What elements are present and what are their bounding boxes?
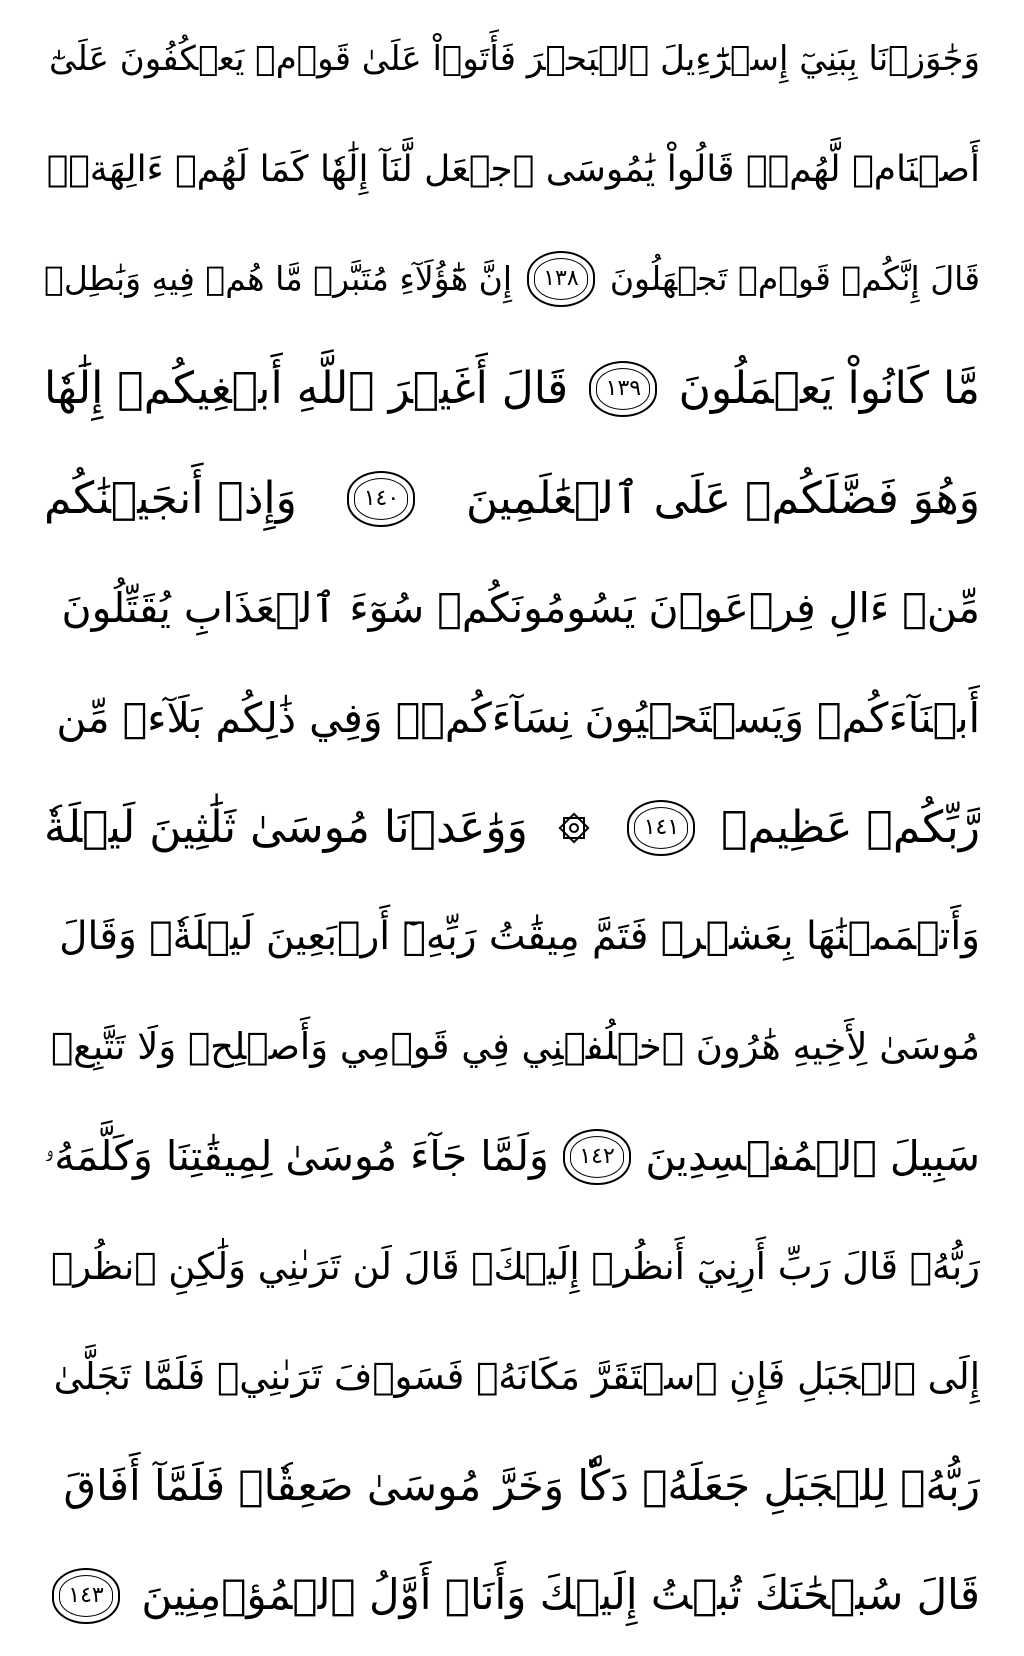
verse-lines	[44, 14, 980, 1642]
verse-text: وَإِذۡ أَنجَيۡنَٰكُم	[44, 473, 297, 525]
text-line	[44, 1111, 980, 1203]
text-line	[44, 672, 980, 764]
text-line	[44, 1001, 980, 1093]
text-line	[44, 343, 980, 435]
ayah-number-marker: ١٤٣	[52, 1568, 120, 1624]
verse-text: أَبۡنَآءَكُمۡ وَيَسۡتَحۡيُونَ نِسَآءَكُمۡۚ وَفِي ذَٰلِكُم بَلَآءٞ مِّن	[56, 693, 980, 742]
verse-text: وَلَمَّا جَآءَ مُوسَىٰ لِمِيقَٰتِنَا وَكَلَّمَهُۥ	[44, 1132, 549, 1181]
verse-text: مَّا كَانُواْ يَعۡمَلُونَ	[678, 363, 980, 415]
text-line	[44, 563, 980, 655]
text-line	[44, 1550, 980, 1642]
rub-el-hizb-icon	[554, 808, 594, 848]
text-line	[44, 1221, 980, 1313]
verse-text: رَّبِّكُمۡ عَظِيمٞ	[721, 802, 980, 854]
verse-text: رَبُّهُۥ قَالَ رَبِّ أَرِنِيٓ أَنظُرۡ إِلَيۡكَۚ قَالَ لَن تَرَىٰنِي وَلَٰكِنِ ٱنظُرۡ	[50, 1244, 980, 1288]
verse-text: مُوسَىٰ لِأَخِيهِ هَٰرُونَ ٱخۡلُفۡنِي فِي قَوۡمِي وَأَصۡلِحۡ وَلَا تَتَّبِعۡ	[50, 1025, 980, 1069]
ayah-number-marker: ١٣٩	[589, 361, 657, 417]
rub-el-hizb-icon-svg	[556, 810, 592, 846]
text-line	[44, 453, 980, 545]
verse-text: أَصۡنَامٖ لَّهُمۡۚ قَالُواْ يَٰمُوسَى ٱجۡعَل لَّنَآ إِلَٰهٗا كَمَا لَهُمۡ ءَالِهَةٞۚ	[46, 148, 980, 190]
verse-text: وَوَٰعَدۡنَا مُوسَىٰ ثَلَٰثِينَ لَيۡلَةٗ	[44, 802, 528, 854]
text-line	[44, 892, 980, 984]
verse-text: إِنَّ هَٰٓؤُلَآءِ مُتَبَّرٞ مَّا هُمۡ فِيهِ وَبَٰطِلٞ	[44, 259, 513, 299]
verse-text: قَالَ سُبۡحَٰنَكَ تُبۡتُ إِلَيۡكَ وَأَنَا۠ أَوَّلُ ٱلۡمُؤۡمِنِينَ	[141, 1570, 980, 1620]
ayah-number-marker: ١٣٨	[527, 251, 595, 307]
verse-text: قَالَ إِنَّكُمۡ قَوۡمٞ تَجۡهَلُونَ	[609, 259, 980, 299]
verse-text: وَأَتۡمَمۡنَٰهَا بِعَشۡرٖ فَتَمَّ مِيقَٰتُ رَبِّهِۦٓ أَرۡبَعِينَ لَيۡلَةٗۚ وَقَالَ	[59, 914, 980, 960]
ayah-number-marker: ١٤٠	[347, 471, 415, 527]
verse-text: مِّنۡ ءَالِ فِرۡعَوۡنَ يَسُومُونَكُمۡ سُوٓءَ ٱلۡعَذَابِ يُقَتِّلُونَ	[61, 583, 980, 632]
text-line	[44, 1440, 980, 1532]
ayah-number-marker: ١٤١	[627, 800, 695, 856]
verse-text: قَالَ أَغَيۡرَ ٱللَّهِ أَبۡغِيكُمۡ إِلَٰهٗا	[44, 363, 569, 415]
text-line	[44, 124, 980, 216]
text-line	[44, 233, 980, 325]
verse-text: وَجَٰوَزۡنَا بِبَنِيٓ إِسۡرَٰٓءِيلَ ٱلۡبَحۡرَ فَأَتَوۡاْ عَلَىٰ قَوۡمٖ يَعۡكُفُونَ عَلَىٰٓ	[49, 39, 980, 80]
verse-text: رَبُّهُۥ لِلۡجَبَلِ جَعَلَهُۥ دَكّٗا وَخَرَّ مُوسَىٰ صَعِقٗاۚ فَلَمَّآ أَفَاقَ	[63, 1460, 980, 1510]
verse-text: إِلَى ٱلۡجَبَلِ فَإِنِ ٱسۡتَقَرَّ مَكَانَهُۥ فَسَوۡفَ تَرَىٰنِيۚ فَلَمَّا تَجَلَّىٰ	[53, 1354, 980, 1398]
ayah-number-marker: ١٤٢	[563, 1129, 631, 1185]
verse-text: سَبِيلَ ٱلۡمُفۡسِدِينَ	[645, 1132, 980, 1181]
verse-text: وَهُوَ فَضَّلَكُمۡ عَلَى ٱلۡعَٰلَمِينَ	[466, 473, 980, 525]
text-line	[44, 14, 980, 106]
text-line	[44, 782, 980, 874]
text-line	[44, 1330, 980, 1422]
